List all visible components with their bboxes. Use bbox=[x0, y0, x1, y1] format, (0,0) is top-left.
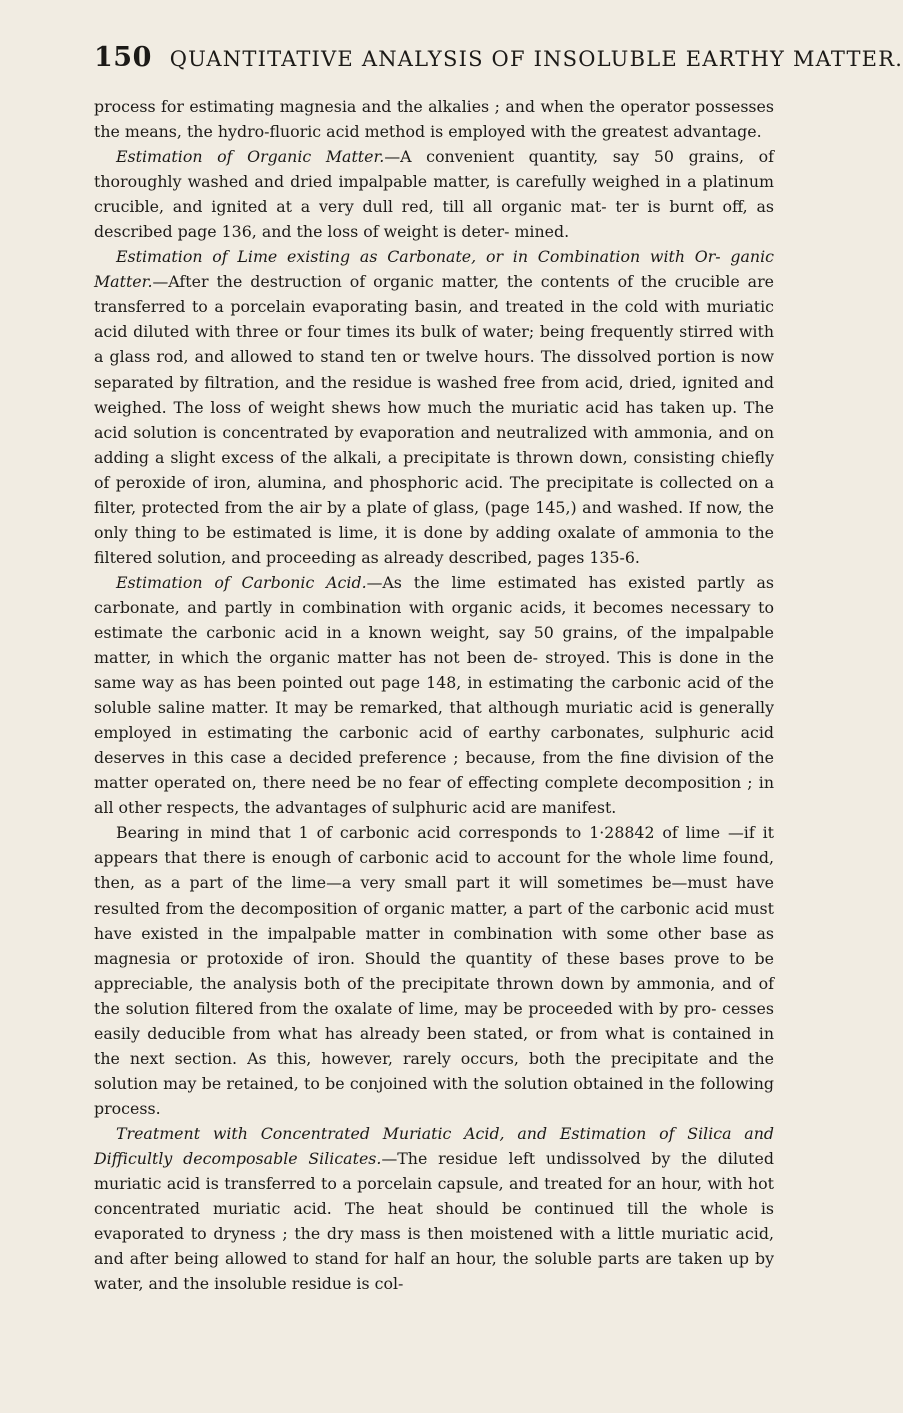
page-number: 150 bbox=[94, 42, 152, 73]
paragraph-bearing-in-mind bbox=[94, 820, 774, 1121]
page-body bbox=[94, 94, 774, 1296]
paragraph-carbonic-acid bbox=[94, 570, 774, 820]
paragraph-lime bbox=[94, 244, 774, 570]
paragraph-text: —As the lime estimated has existed partly as carbonate, and partly in combination with organic acids, it becomes necessary to estimate the carbonic acid in a known weight, say 50 grains, of the impalpable matter, in which the organic matter has not been de- stroyed. This is done in the same way as has been pointed out page 148, in estimating the carbonic acid of the soluble saline matter. It may be remarked, that although muriatic acid is generally employed in estimating the carbonic acid of earthy carbonates, sulphuric acid deserves in this case a decided preference ; because, from the fine division of the matter operated on, there need be no fear of effecting complete decomposition ; in all other respects, the advantages of sulphuric acid are manifest. bbox=[94, 572, 774, 818]
paragraph-text: —The residue left undissolved by the diluted muriatic acid is transferred to a porcelain capsule, and treated for an hour, with hot concentrated muriatic acid. The heat should be continued till the whole is evaporated to dryness ; the dry mass is then moistened with a little muriatic acid, and after being allowed to stand for half an hour, the soluble parts are taken up by water, and the insoluble residue is col- bbox=[94, 1148, 774, 1294]
running-title: QUANTITATIVE ANALYSIS OF INSOLUBLE EARTHY MATTER. bbox=[169, 47, 903, 71]
paragraph-text: process for estimating magnesia and the alkalies ; and when the operator possesses the means, the hydro-fluoric acid method is employed with the greatest advantage. bbox=[94, 97, 774, 142]
paragraph-continuation bbox=[94, 94, 774, 144]
running-header bbox=[94, 42, 903, 73]
paragraph-text: —After the destruction of organic matter, the contents of the crucible are transferred to a porcelain evaporating basin, and treated in the cold with muriatic acid diluted with three or four times its bulk of water; being frequently stirred with a glass rod, and allowed to stand ten or twelve hours. The dissolved portion is now separated by filtration, and the residue is washed free from acid, dried, ignited and weighed. The loss of weight shews how much the muriatic acid has taken up. The acid solution is concentrated by evaporation and neutralized with ammonia, and on adding a slight excess of the alkali, a precipitate is thrown down, consisting chiefly of peroxide of iron, alumina, and phosphoric acid. The precipitate is collected on a filter, protected from the air by a plate of glass, (page 145,) and washed. If now, the only thing to be estimated is lime, it is done by adding oxalate of ammonia to the filtered solution, and proceeding as already described, pages 135-6. bbox=[94, 272, 774, 567]
paragraph-text: —A convenient quantity, say 50 grains, of thoroughly washed and dried impalpable matter, is carefully weighed in a platinum crucible, and ignited at a very dull red, till all organic mat- ter is burnt off, as described page 136, and the loss of weight is deter- mined. bbox=[94, 147, 774, 242]
section-heading: Treatment with Concentrated Muriatic Acid, and Estimation of Silica and Difficultly decomposable Silicates. bbox=[94, 1123, 774, 1168]
paragraph-text: Bearing in mind that 1 of carbonic acid corresponds to 1·28842 of lime —if it appears that there is enough of carbonic acid to account for the whole lime found, then, as a part of the lime—a very small part it will sometimes be—must have resulted from the decomposition of organic matter, a part of the carbonic acid must have existed in the impalpable matter in combination with some other base as magnesia or protoxide of iron. Should the quantity of these bases prove to be appreciable, the analysis both of the precipitate thrown down by ammonia, and of the solution filtered from the oxalate of lime, may be proceeded with by pro- cesses easily deducible from what has already been stated, or from what is contained in the next section. As this, however, rarely occurs, both the precipitate and the solution may be retained, to be conjoined with the solution obtained in the following process. bbox=[94, 823, 774, 1118]
section-heading: Estimation of Organic Matter. bbox=[116, 147, 385, 167]
paragraph-organic-matter bbox=[94, 144, 774, 244]
section-heading: Estimation of Carbonic Acid. bbox=[116, 572, 367, 592]
paragraph-muriatic-treatment bbox=[94, 1121, 774, 1296]
section-heading: Estimation of Lime existing as Carbonate, or in Combination with Or- ganic Matter. bbox=[94, 247, 774, 292]
